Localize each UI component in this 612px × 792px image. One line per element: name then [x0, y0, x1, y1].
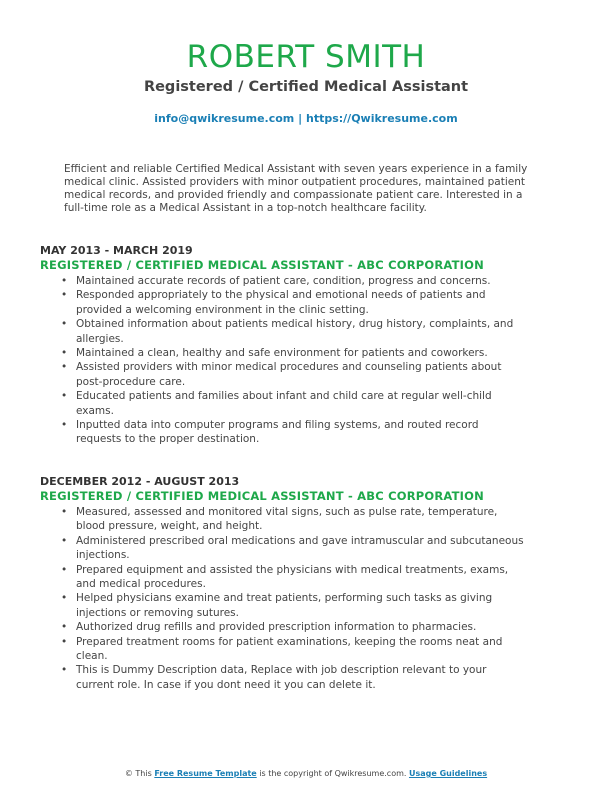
contact-line [0, 112, 612, 126]
contact-separator: | [298, 112, 303, 125]
footer-copyright-text: is the copyright of Qwikresume.com. [259, 769, 407, 778]
email-link[interactable]: info@qwikresume.com [154, 112, 295, 125]
bullet-item: • Helped physicians examine and treat patients, performing such tasks as giving injections or removing sutures. [76, 591, 524, 620]
experience-entry-2 [40, 475, 580, 692]
bullet-item: • Maintained a clean, healthy and safe environment for patients and coworkers. [76, 346, 524, 360]
bullet-item: • Measured, assessed and monitored vital signs, such as pulse rate, temperature, blood pressure, weight, and height. [76, 505, 524, 534]
job-dates: DECEMBER 2012 - AUGUST 2013 [40, 475, 240, 488]
job-title: REGISTERED / CERTIFIED MEDICAL ASSISTANT - ABC CORPORATION [40, 258, 484, 272]
website-link[interactable]: https://Qwikresume.com [305, 112, 458, 125]
bullet-item: • Administered prescribed oral medications and gave intramuscular and subcutaneous injections. [76, 534, 524, 563]
bullet-item: • This is Dummy Description data, Replace with job description relevant to your current role. In case if you dont need it you can delete it. [76, 663, 524, 692]
bullet-item: • Prepared equipment and assisted the physicians with medical treatments, exams, and medical procedures. [76, 563, 524, 592]
free-resume-template-link[interactable]: Free Resume Template [154, 769, 257, 778]
bullet-item: • Educated patients and families about infant and child care at regular well-child exams. [76, 389, 524, 418]
job-bullets [40, 274, 580, 447]
job-title: REGISTERED / CERTIFIED MEDICAL ASSISTANT - ABC CORPORATION [40, 489, 484, 503]
bullet-item: • Obtained information about patients medical history, drug history, complaints, and allergies. [76, 317, 524, 346]
bullet-item: • Maintained accurate records of patient care, condition, progress and concerns. [76, 274, 524, 288]
footer-prefix: © This [124, 769, 152, 778]
candidate-name: ROBERT SMITH [186, 39, 426, 75]
job-dates: MAY 2013 - MARCH 2019 [40, 244, 193, 257]
footer [0, 768, 612, 779]
candidate-role: Registered / Certified Medical Assistant [143, 79, 469, 95]
experience-entry-1 [40, 244, 580, 447]
bullet-item: • Authorized drug refills and provided prescription information to pharmacies. [76, 620, 524, 634]
bullet-item: • Responded appropriately to the physical and emotional needs of patients and provided a welcoming environment in the clinic setting. [76, 288, 524, 317]
bullet-item: • Inputted data into computer programs and filing systems, and routed record requests to the proper destination. [76, 418, 524, 447]
bullet-item: • Assisted providers with minor medical procedures and counseling patients about post-procedure care. [76, 360, 524, 389]
bullet-item: • Prepared treatment rooms for patient examinations, keeping the rooms neat and clean. [76, 635, 524, 664]
usage-guidelines-link[interactable]: Usage Guidelines [408, 769, 488, 778]
job-bullets [40, 505, 580, 692]
summary-paragraph: Efficient and reliable Certified Medical Assistant with seven years experience in a family medical clinic. Assisted providers with minor outpatient procedures, maintained patient medical records, and provided friendly and compassionate patient care. Interested in a full-time role as a Medical Assistant in a top-notch healthcare facility. [64, 163, 528, 214]
